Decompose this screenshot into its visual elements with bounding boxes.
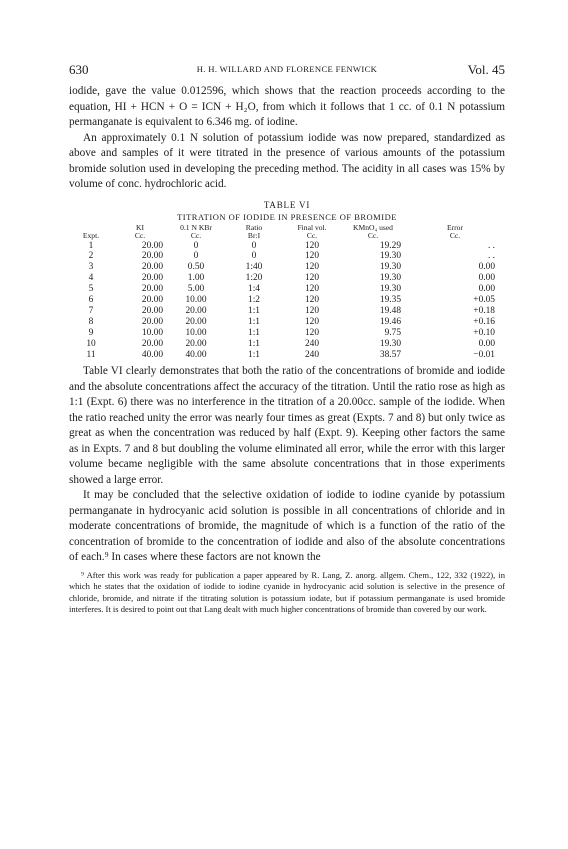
table-cell: 0.00 bbox=[478, 262, 495, 273]
table-cell: 19.30 bbox=[379, 338, 401, 349]
table-cell: 1:2 bbox=[248, 295, 260, 306]
table-cell: 1:1 bbox=[248, 327, 260, 338]
table-header-row bbox=[69, 224, 505, 241]
table-cell: 20.00 bbox=[141, 262, 163, 273]
table-cell: 19.48 bbox=[379, 305, 401, 316]
table-cell: 10 bbox=[86, 338, 96, 349]
col-header-kmno4: KMnO₄ used Cc. bbox=[353, 222, 393, 240]
table-cell: 120 bbox=[304, 240, 320, 251]
table-cell: 10.00 bbox=[185, 327, 207, 338]
table-cell: 0.00 bbox=[478, 284, 495, 295]
table-cell: +0.18 bbox=[473, 305, 495, 316]
table-cell: 20.00 bbox=[141, 284, 163, 295]
table-cell: 10.00 bbox=[141, 327, 163, 338]
table-cell: 38.57 bbox=[379, 349, 401, 360]
running-title: H. H. WILLARD AND FLORENCE FENWICK bbox=[196, 64, 378, 74]
table-row bbox=[69, 273, 505, 284]
table-cell: 9.75 bbox=[384, 327, 401, 338]
table-cell: 20.00 bbox=[141, 273, 163, 284]
table-cell: +0.16 bbox=[473, 316, 495, 327]
col-header-ki: KI Cc. bbox=[134, 222, 146, 240]
table-cell: 6 bbox=[88, 295, 94, 306]
paragraph-2: An approximately 0.1 N solution of potassium iodide was now prepared, standardized as above and samples of it were titrated in the presence of various amounts of the potassium bromide solution used in developing the preceding method. The acidity in all cases was 15% by volume of conc. hydrochloric acid. bbox=[69, 131, 505, 190]
table-row bbox=[69, 306, 505, 317]
table-cell: 7 bbox=[88, 305, 94, 316]
table-cell: 120 bbox=[304, 273, 320, 284]
volume-label: Vol. 45 bbox=[467, 62, 505, 77]
table-subtitle: TITRATION OF IODIDE IN PRESENCE OF BROMIDE bbox=[177, 211, 397, 222]
table-cell: 2 bbox=[88, 251, 94, 262]
table-cell: 120 bbox=[304, 295, 320, 306]
table-cell: +0.10 bbox=[473, 327, 495, 338]
table-cell: 20.00 bbox=[185, 305, 207, 316]
table-row bbox=[69, 241, 505, 252]
table-cell: 120 bbox=[304, 327, 320, 338]
table-cell: 120 bbox=[304, 251, 320, 262]
table-cell: −0.01 bbox=[473, 349, 495, 360]
table-cell: 0 bbox=[193, 240, 199, 251]
col-header-ratio: Ratio Br:I bbox=[245, 222, 263, 240]
table-cell: 8 bbox=[88, 316, 94, 327]
table-cell: 19.30 bbox=[379, 262, 401, 273]
table-cell: 120 bbox=[304, 262, 320, 273]
table-cell: 240 bbox=[304, 338, 320, 349]
table-cell: 1:1 bbox=[248, 305, 260, 316]
table-cell: 1:1 bbox=[248, 349, 260, 360]
table-cell: 1:20 bbox=[245, 273, 263, 284]
paragraph-4: It may be concluded that the selective oxidation of iodide to iodine cyanide by potassium permanganate in hydrocyanic acid solution is possible in all concentrations of chloride and in moderate concentrations of bromide, the magnitude of which is a function of the ratio of the concentration of bromide to the concentration of iodide and also of the absolute concentrations of each.⁹ In cases where these factors are not known the bbox=[69, 489, 505, 564]
page-number: 630 bbox=[69, 62, 89, 77]
col-header-error: Error Cc. bbox=[446, 222, 464, 240]
table-cell: 20.00 bbox=[141, 295, 163, 306]
table-cell: 20.00 bbox=[141, 305, 163, 316]
table-row bbox=[69, 339, 505, 350]
table-cell: 19.35 bbox=[379, 295, 401, 306]
table-cell: 1.00 bbox=[187, 273, 205, 284]
table-cell: 19.30 bbox=[379, 284, 401, 295]
table-cell: 1:40 bbox=[245, 262, 263, 273]
col-header-final-vol: Final vol. Cc. bbox=[297, 222, 327, 240]
table-cell: 20.00 bbox=[185, 316, 207, 327]
table-cell: 19.46 bbox=[379, 316, 401, 327]
table-cell: 120 bbox=[304, 316, 320, 327]
table-cell: 1 bbox=[88, 240, 94, 251]
table-cell: 3 bbox=[88, 262, 94, 273]
table-title: TABLE VI bbox=[263, 199, 311, 210]
table-cell: 9 bbox=[88, 327, 94, 338]
table-cell: 0.50 bbox=[187, 262, 205, 273]
table-row bbox=[69, 350, 505, 361]
table-cell: 0.00 bbox=[478, 338, 495, 349]
table-cell: 20.00 bbox=[141, 251, 163, 262]
table-cell: 120 bbox=[304, 284, 320, 295]
table-row bbox=[69, 284, 505, 295]
footnote: ⁹ After this work was ready for publication a paper appeared by R. Lang, Z. anorg. allgem. Chem., 122, 332 (1922), in which he states that the oxidation of iodide to iodine cyanide in hydrocyanic acid solution is selective in the presence of chloride, bromide, and nitrate if the titrating solution is potassium iodate, but if potassium permanganate is used bromide interferes. It is desired to point out that Lang dealt with much higher concentrations of bromide than covered by our work. bbox=[69, 569, 505, 615]
col-header-expt: Expt. bbox=[82, 231, 100, 240]
table-row bbox=[69, 262, 505, 273]
table-cell: 1:1 bbox=[248, 338, 260, 349]
table-cell: 1:4 bbox=[248, 284, 260, 295]
table-row bbox=[69, 317, 505, 328]
table-cell: 40.00 bbox=[141, 349, 163, 360]
table-cell: 240 bbox=[304, 349, 320, 360]
table-cell: 5.00 bbox=[187, 284, 205, 295]
table-cell: 5 bbox=[88, 284, 94, 295]
table-cell: 0 bbox=[251, 240, 257, 251]
table-cell: 4 bbox=[88, 273, 94, 284]
table-cell: . . bbox=[487, 240, 495, 251]
table-cell: 20.00 bbox=[141, 316, 163, 327]
table-cell: +0.05 bbox=[473, 295, 495, 306]
table-cell: . . bbox=[487, 251, 495, 262]
table-cell: 19.30 bbox=[379, 251, 401, 262]
journal-page bbox=[69, 62, 505, 616]
table-cell: 11 bbox=[86, 349, 96, 360]
paragraph-1: iodide, gave the value 0.012596, which shows that the reaction proceeds according to the equation, HI + HCN + O = ICN + H₂O, from which it follows that 1 cc. of 0.1 N potassium permanganate is equivalent to 6.346 mg. of iodine. bbox=[69, 85, 505, 128]
table-cell: 20.00 bbox=[141, 338, 163, 349]
titration-table bbox=[69, 224, 505, 361]
paragraph-3: Table VI clearly demonstrates that both the ratio of the concentrations of bromide and iodide and the absolute concentrations affect the accuracy of the titration. Until the ratio rose as high as 1:1 (Expt. 6) there was no interference in the titration of a 20.00cc. sample of the iodide. When the ratio reached unity the error was nearly four times as great (Expts. 7 and 8) but only twice as great as when the concentration was reduced by half (Expt. 9). Keeping other factors the same as in Expts. 7 and 8 but doubling the volume eliminated all error, while the error with this larger volume became negligible with the same absolute concentrations that in those experiments showed a large error. bbox=[69, 365, 505, 486]
table-cell: 120 bbox=[304, 305, 320, 316]
table-cell: 10.00 bbox=[185, 295, 207, 306]
table-cell: 1:1 bbox=[248, 316, 260, 327]
table-cell: 19.29 bbox=[379, 240, 401, 251]
page-header bbox=[69, 62, 505, 84]
table-cell: 0.00 bbox=[478, 273, 495, 284]
table-row bbox=[69, 251, 505, 262]
table-cell: 40.00 bbox=[185, 349, 207, 360]
col-header-kbr: 0.1 N KBr Cc. bbox=[180, 222, 212, 240]
table-cell: 19.30 bbox=[379, 273, 401, 284]
table-cell: 20.00 bbox=[185, 338, 207, 349]
table-cell: 0 bbox=[251, 251, 257, 262]
table-row bbox=[69, 295, 505, 306]
table-cell: 0 bbox=[193, 251, 199, 262]
table-row bbox=[69, 328, 505, 339]
table-cell: 20.00 bbox=[141, 240, 163, 251]
